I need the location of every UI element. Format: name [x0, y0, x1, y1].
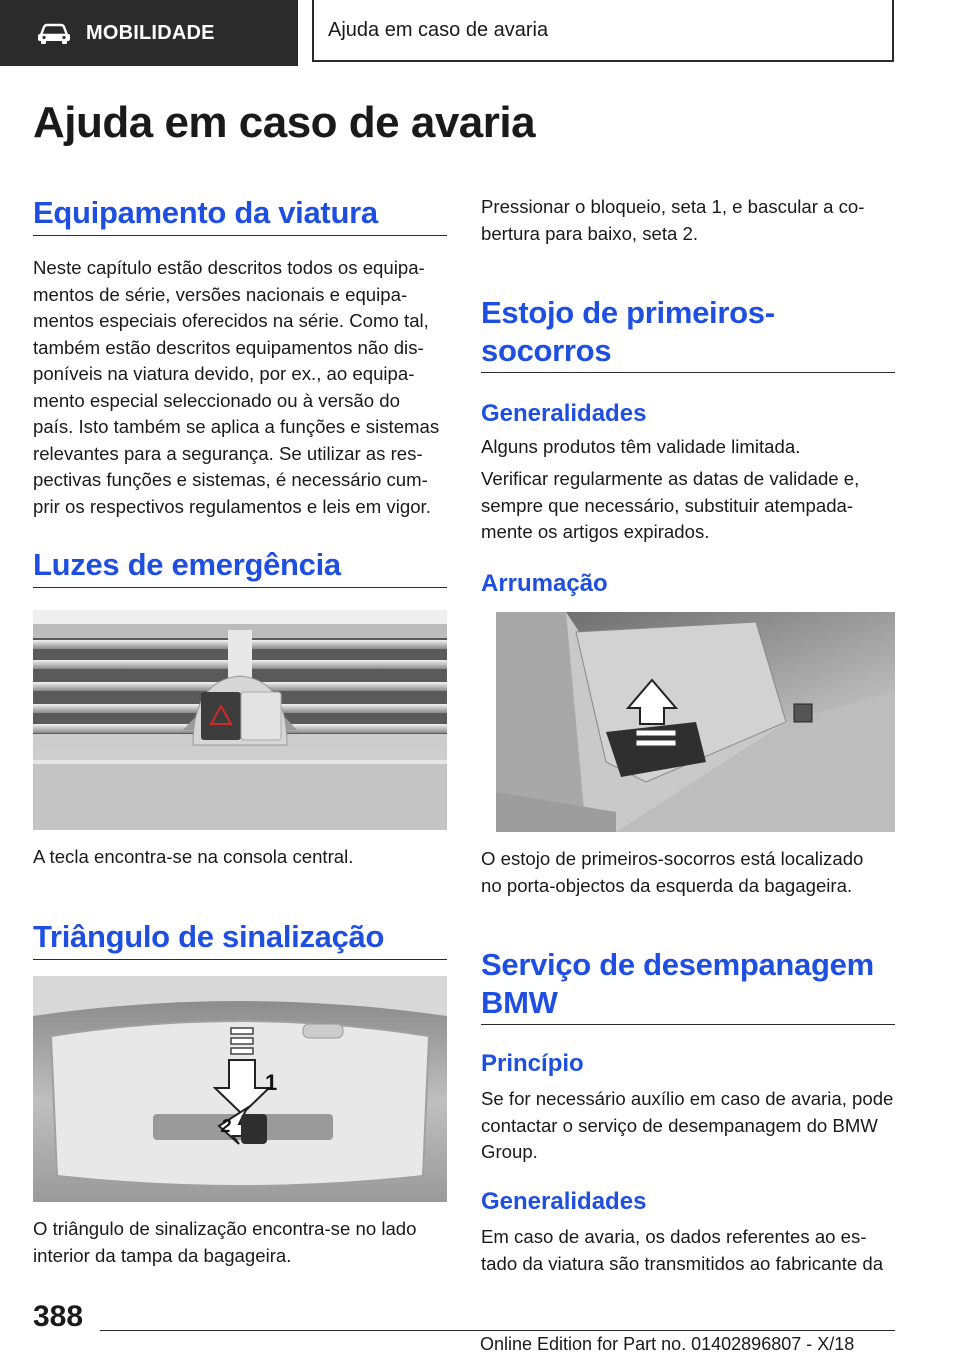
principle-paragraph	[481, 1086, 901, 1166]
trunk-lid-illustration	[33, 976, 447, 1202]
hazard-heading: Luzes de emergência	[33, 547, 341, 582]
page-title: Ajuda em caso de avaria	[33, 98, 536, 147]
service-general-heading: Generalidades	[481, 1188, 647, 1215]
heading-rule	[481, 372, 895, 373]
text-line: Group.	[481, 1141, 538, 1162]
text-line: Verificar regularmente as datas de validade e,	[481, 468, 860, 489]
section-tab[interactable]	[0, 0, 298, 66]
text-line: mentos especiais oferecidos na série. Como tal,	[33, 310, 429, 331]
heading-rule	[33, 235, 447, 236]
firstaid-heading	[481, 294, 775, 370]
heading-rule	[481, 1024, 895, 1025]
luggage-compartment-illustration	[496, 612, 895, 832]
chapter-label: Ajuda em caso de avaria	[328, 18, 549, 41]
text-line: prir os respectivos regulamentos e leis em vigor.	[33, 495, 431, 517]
heading-rule	[33, 587, 447, 588]
firstaid-check-paragraph	[481, 466, 901, 546]
arrow-label-1: 1	[265, 1070, 278, 1095]
hazard-caption: A tecla encontra-se na consola central.	[33, 846, 354, 867]
heading-line: Serviço de desempanagem	[481, 947, 874, 982]
equipment-heading: Equipamento da viatura	[33, 195, 378, 230]
text-line: Pressionar o bloqueio, seta 1, e bascular a co‐	[481, 196, 865, 217]
service-heading	[481, 946, 874, 1022]
principle-heading: Princípio	[481, 1050, 584, 1077]
page-number: 388	[33, 1300, 84, 1333]
text-line: mentos de série, versões nacionais e equipa‐	[33, 283, 408, 305]
heading-line: socorros	[481, 333, 612, 368]
text-line: Em caso de avaria, os dados referentes ao es‐	[481, 1226, 867, 1247]
intro-paragraph	[481, 194, 901, 247]
heading-rule	[33, 959, 447, 960]
hazard-button-figure	[33, 610, 447, 830]
text-line: tado da viatura são transmitidos ao fabricante da	[481, 1252, 884, 1274]
text-line: O triângulo de sinalização encontra-se no lado	[33, 1218, 417, 1239]
edition-note: Online Edition for Part no. 01402896807 - X/18	[480, 1334, 855, 1354]
text-line: sempre que necessário, substituir atempada‐	[481, 494, 854, 516]
firstaid-general-heading: Generalidades	[481, 400, 647, 427]
warning-triangle-figure	[33, 976, 447, 1202]
text-line: interior da tampa da bagageira.	[33, 1244, 292, 1266]
chapter-tab[interactable]	[312, 0, 894, 62]
page-header	[0, 0, 960, 66]
text-line: também estão descritos equipamentos não dis‐	[33, 336, 424, 358]
text-line: mente os artigos expirados.	[481, 521, 710, 542]
triangle-caption	[33, 1216, 453, 1269]
footer-rule	[100, 1330, 895, 1331]
text-line: O estojo de primeiros-socorros está localizado	[481, 848, 864, 869]
text-line: relevantes para a segurança. Se utilizar as res‐	[33, 442, 423, 464]
text-line: Neste capítulo estão descritos todos os equipa‐	[33, 257, 425, 278]
text-line: contactar o serviço de desempanagem do BMW	[481, 1114, 878, 1136]
firstaid-kit-figure	[496, 612, 895, 832]
arrow-label-2: 2	[221, 1116, 232, 1136]
text-line: bertura para baixo, seta 2.	[481, 222, 699, 244]
text-line: no porta-objectos da esquerda da bagageira.	[481, 874, 853, 896]
service-general-paragraph	[481, 1224, 901, 1277]
text-line: mento especial seleccionado ou à versão do	[33, 389, 400, 411]
section-label: MOBILIDADE	[86, 21, 215, 44]
hazard-illustration	[33, 610, 447, 830]
heading-line: Estojo de primeiros-	[481, 295, 775, 330]
firstaid-validity-text: Alguns produtos têm validade limitada.	[481, 436, 801, 457]
car-icon	[36, 21, 72, 45]
text-line: pectivas funções e sistemas, é necessário cum‐	[33, 469, 428, 490]
storage-heading: Arrumação	[481, 570, 608, 597]
text-line: país. Isto também se aplica a funções e sistemas	[33, 416, 440, 437]
firstaid-caption	[481, 846, 901, 899]
equipment-paragraph	[33, 255, 453, 520]
heading-line: BMW	[481, 985, 558, 1020]
text-line: poníveis na viatura devido, por ex., ao equipa‐	[33, 363, 415, 384]
triangle-heading: Triângulo de sinalização	[33, 919, 385, 954]
text-line: Se for necessário auxílio em caso de avaria, pode	[481, 1088, 894, 1109]
